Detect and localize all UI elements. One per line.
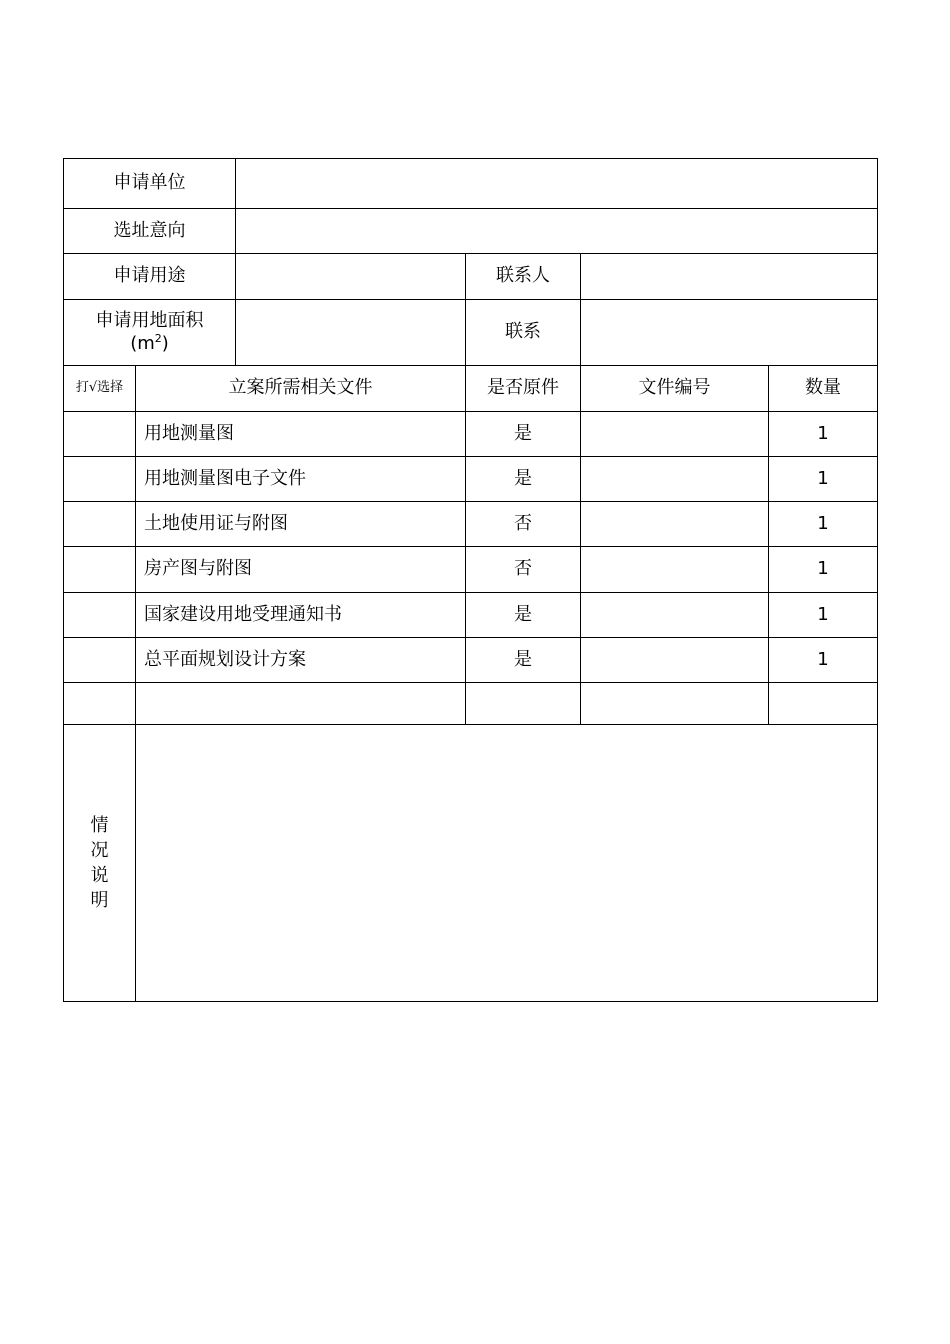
check-cell[interactable] <box>64 683 136 725</box>
doc-number-field[interactable] <box>581 457 769 502</box>
site-row <box>64 209 878 254</box>
purpose-label: 申请用途 <box>64 254 236 300</box>
purpose-row <box>64 254 878 300</box>
application-form-table <box>63 158 878 1002</box>
check-cell[interactable] <box>64 457 136 502</box>
area-label: 申请用地面积 <box>95 309 204 331</box>
area-unit: $(m^2)$ <box>130 332 169 354</box>
doc-original: 否 <box>466 502 581 547</box>
area-field[interactable] <box>236 300 466 366</box>
remarks-field[interactable] <box>136 725 878 1002</box>
remarks-label: 情况说明 <box>90 814 109 912</box>
doc-name: 国家建设用地受理通知书 <box>136 593 466 638</box>
check-cell[interactable] <box>64 638 136 683</box>
documents-header-row <box>64 366 878 412</box>
doc-quantity: 1 <box>769 593 878 638</box>
table-row <box>64 547 878 593</box>
applicant-row <box>64 159 878 209</box>
doc-quantity: 1 <box>769 547 878 593</box>
doc-name: 房产图与附图 <box>136 547 466 593</box>
doc-number-field[interactable] <box>581 502 769 547</box>
purpose-field[interactable] <box>236 254 466 300</box>
table-row <box>64 683 878 725</box>
table-row <box>64 412 878 457</box>
check-cell[interactable] <box>64 412 136 457</box>
check-cell[interactable] <box>64 502 136 547</box>
doc-original: 是 <box>466 457 581 502</box>
contact-label: 联系 <box>466 300 581 366</box>
contact-field[interactable] <box>581 300 878 366</box>
applicant-field[interactable] <box>236 159 878 209</box>
doc-original: 是 <box>466 412 581 457</box>
check-cell[interactable] <box>64 547 136 593</box>
doc-quantity[interactable] <box>769 683 878 725</box>
contact-person-label: 联系人 <box>466 254 581 300</box>
doc-quantity: 1 <box>769 457 878 502</box>
doc-number-field[interactable] <box>581 638 769 683</box>
table-row <box>64 457 878 502</box>
doc-name: 土地使用证与附图 <box>136 502 466 547</box>
table-row <box>64 502 878 547</box>
doc-quantity: 1 <box>769 502 878 547</box>
doc-name[interactable] <box>136 683 466 725</box>
col-header-original: 是否原件 <box>466 366 581 412</box>
remarks-row <box>64 725 878 1002</box>
doc-quantity: 1 <box>769 638 878 683</box>
doc-original[interactable] <box>466 683 581 725</box>
table-row <box>64 593 878 638</box>
area-row <box>64 300 878 366</box>
applicant-label: 申请单位 <box>64 159 236 209</box>
site-label: 选址意向 <box>64 209 236 254</box>
area-label-cell <box>64 300 236 366</box>
doc-number-field[interactable] <box>581 547 769 593</box>
doc-number-field[interactable] <box>581 412 769 457</box>
site-field[interactable] <box>236 209 878 254</box>
col-header-quantity: 数量 <box>769 366 878 412</box>
table-row <box>64 638 878 683</box>
doc-name: 用地测量图电子文件 <box>136 457 466 502</box>
remarks-label-cell <box>64 725 136 1002</box>
doc-name: 总平面规划设计方案 <box>136 638 466 683</box>
check-cell[interactable] <box>64 593 136 638</box>
doc-original: 是 <box>466 593 581 638</box>
doc-original: 是 <box>466 638 581 683</box>
doc-number-field[interactable] <box>581 593 769 638</box>
contact-person-field[interactable] <box>581 254 878 300</box>
col-header-check: 打√选择 <box>64 366 136 412</box>
col-header-doc-no: 文件编号 <box>581 366 769 412</box>
col-header-name: 立案所需相关文件 <box>136 366 466 412</box>
doc-number-field[interactable] <box>581 683 769 725</box>
doc-quantity: 1 <box>769 412 878 457</box>
doc-name: 用地测量图 <box>136 412 466 457</box>
doc-original: 否 <box>466 547 581 593</box>
